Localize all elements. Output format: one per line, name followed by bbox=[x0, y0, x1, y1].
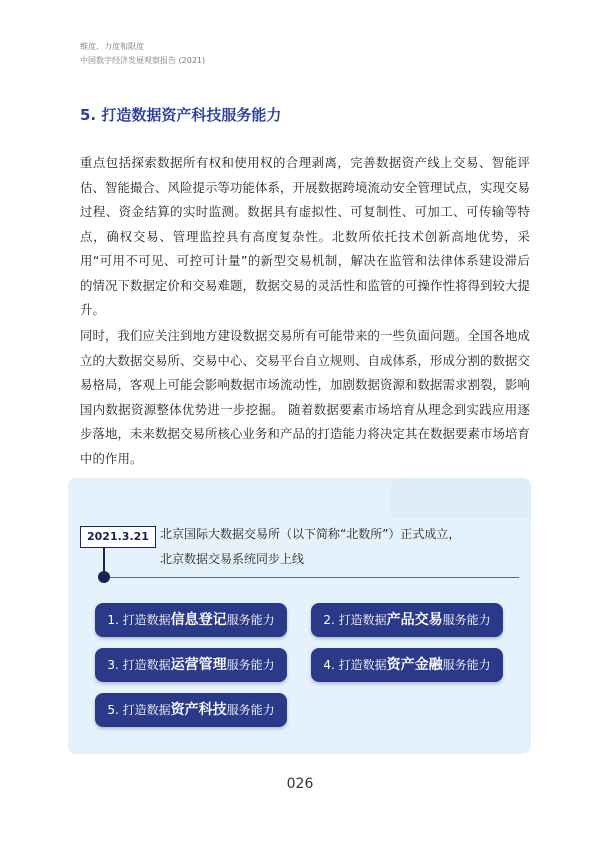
capability-pill-info-registration bbox=[95, 603, 287, 637]
section-title: 5. 打造数据资产科技服务能力 bbox=[80, 106, 282, 124]
panel-tab-decoration bbox=[391, 478, 531, 518]
capability-pill-operations-management bbox=[95, 648, 287, 682]
timeline-event-line: 北京数据交易系统同步上线 bbox=[160, 552, 305, 566]
header-subtitle: 维度、力度和限度 bbox=[80, 42, 144, 51]
running-header bbox=[80, 40, 205, 68]
header-report-title: 中国数字经济发展观察报告 (2021) bbox=[80, 56, 206, 65]
capability-highlight: 资产科技 bbox=[170, 702, 227, 718]
capability-highlight: 信息登记 bbox=[170, 612, 227, 628]
body-paragraph: 同时，我们应关注到地方建设数据交易所有可能带来的一些负面问题。全国各地成立的大数据交易所、交易中心、交易平台自立规则、自成体系，形成分割的数据交易格局，客观上可能会影响数据市场流动性，加剧数据资源和数据需求割裂，影响国内数据资源整体优势进一步挖掘。 随着数据要素市场培育从理念到实践应用逐步落地，未来数据交易所核心业务和产品的打造能力将决定其在数据要素市场培育中的作用。 bbox=[80, 328, 530, 466]
timeline-date-badge: 2021.3.21 bbox=[80, 526, 156, 548]
timeline-dot bbox=[98, 571, 110, 583]
capability-suffix: 服务能力 bbox=[226, 613, 275, 627]
body-paragraph: 重点包括探索数据所有权和使用权的合理剥离，完善数据资产线上交易、智能评估、智能撮合、风险提示等功能体系，开展数据跨境流动安全管理试点，实现交易过程、资金结算的实时监测。数据具有虚拟性、可复制性、可加工、可传输等特点，确权交易、管理监控具有高度复杂性。北数所依托技术创新高地优势，采用“可用不可见、可控可计量”的新型交易机制，解决在监管和法律体系建设滞后的情况下数据定价和交易难题，数据交易的灵活性和监管的可操作性将得到较大提升。 bbox=[80, 155, 530, 317]
capability-prefix: 2. 打造数据 bbox=[323, 613, 387, 627]
capability-pill-product-trading bbox=[311, 603, 503, 637]
capability-prefix: 3. 打造数据 bbox=[107, 658, 171, 672]
capability-highlight: 资产金融 bbox=[386, 657, 443, 673]
capability-suffix: 服务能力 bbox=[442, 613, 491, 627]
capability-pill-asset-technology bbox=[95, 693, 287, 727]
capability-prefix: 4. 打造数据 bbox=[323, 658, 387, 672]
timeline-event bbox=[160, 522, 460, 572]
page-number: 026 bbox=[286, 776, 314, 792]
timeline-event-line: 北京国际大数据交易所（以下简称“北数所”）正式成立， bbox=[160, 527, 461, 541]
capability-pill-asset-finance bbox=[311, 648, 503, 682]
capability-suffix: 服务能力 bbox=[442, 658, 491, 672]
timeline-horizontal-line bbox=[104, 577, 519, 578]
capability-prefix: 1. 打造数据 bbox=[107, 613, 171, 627]
capability-suffix: 服务能力 bbox=[226, 658, 275, 672]
capability-highlight: 产品交易 bbox=[386, 612, 443, 628]
capability-prefix: 5. 打造数据 bbox=[107, 703, 171, 717]
capability-suffix: 服务能力 bbox=[226, 703, 275, 717]
capability-highlight: 运营管理 bbox=[170, 657, 227, 673]
